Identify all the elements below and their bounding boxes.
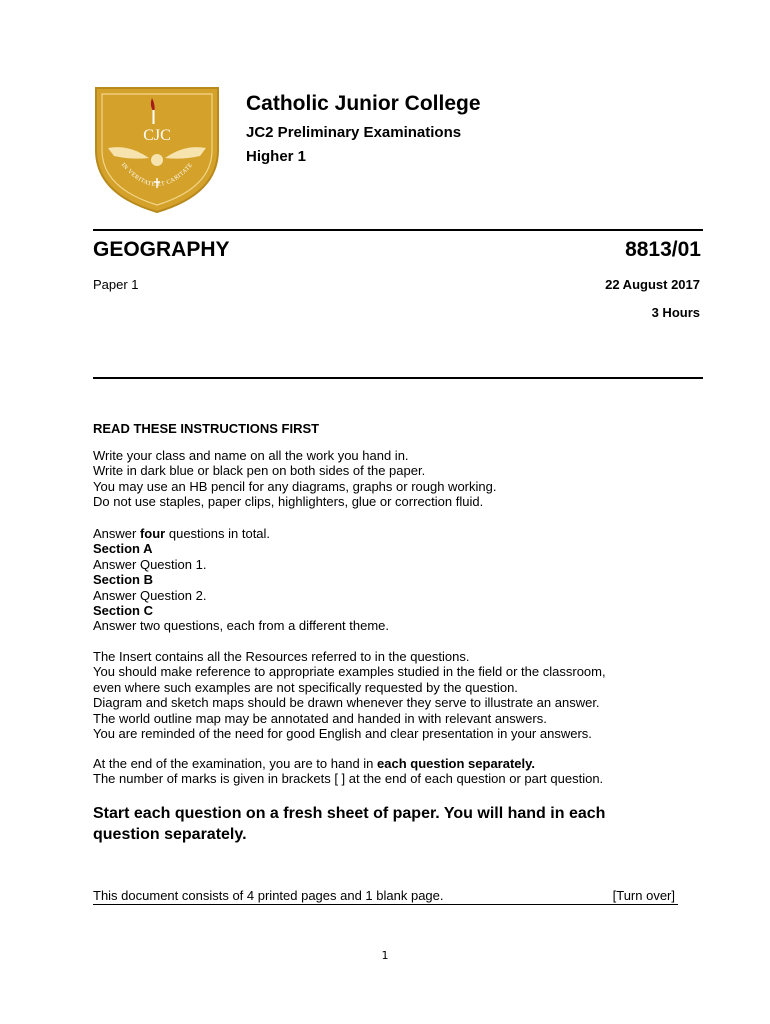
- section-b-text: Answer Question 2.: [93, 587, 207, 603]
- exam-date: 22 August 2017: [605, 277, 700, 292]
- resource-instructions: [93, 649, 713, 741]
- subject-title: GEOGRAPHY: [93, 238, 230, 261]
- exam-duration: 3 Hours: [651, 305, 700, 320]
- subject-code: 8813/01: [625, 238, 701, 261]
- answer-instructions: [93, 526, 713, 634]
- page-number: 1: [381, 949, 389, 962]
- top-divider: [93, 229, 703, 231]
- instruction-line: Write in dark blue or black pen on both sides of the paper.: [93, 463, 426, 479]
- instruction-line: You may use an HB pencil for any diagrams, graphs or rough working.: [93, 478, 497, 494]
- marks-line: The number of marks is given in brackets [ ] at the end of each question or part question.: [93, 771, 604, 787]
- instruction-line: You are reminded of the need for good English and clear presentation in your answers.: [93, 726, 592, 742]
- instruction-line: You should make reference to appropriate examples studied in the field or the classroom,: [93, 664, 606, 680]
- section-a-text: Answer Question 1.: [93, 556, 207, 572]
- section-c-label: Section C: [93, 603, 153, 619]
- instruction-line: The world outline map may be annotated and handed in with relevant answers.: [93, 710, 547, 726]
- instruction-line: Write your class and name on all the work you hand in.: [93, 448, 409, 463]
- instruction-line: Do not use staples, paper clips, highlighters, glue or correction fluid.: [93, 494, 484, 510]
- crest-text: CJC: [143, 127, 171, 144]
- instructions-heading: READ THESE INSTRUCTIONS FIRST: [93, 421, 320, 436]
- college-crest-logo: [94, 86, 220, 214]
- instruction-line: Diagram and sketch maps should be drawn whenever they serve to illustrate an answer.: [93, 695, 600, 711]
- section-a-label: Section A: [93, 541, 153, 557]
- end-instructions: [93, 756, 713, 787]
- instruction-line: even where such examples are not specifically requested by the question.: [93, 679, 518, 695]
- crest-motto: IN VERITATE ET CARITATE: [119, 162, 195, 189]
- exam-level: Higher 1: [246, 148, 307, 165]
- section-c-text: Answer two questions, each from a different theme.: [93, 618, 390, 634]
- college-name: Catholic Junior College: [246, 92, 481, 115]
- answer-count-line: Answer four questions in total.: [93, 526, 271, 541]
- page-count-text: This document consists of 4 printed pages and 1 blank page.: [93, 888, 444, 903]
- exam-name: JC2 Preliminary Examinations: [246, 124, 462, 141]
- paper-label: Paper 1: [93, 277, 139, 292]
- hand-in-line: At the end of the examination, you are to hand in each question separately.: [93, 756, 536, 771]
- middle-divider: [93, 377, 703, 379]
- start-notice: Start each question on a fresh sheet of paper. You will hand in each question separately.: [93, 805, 606, 843]
- general-instructions: [93, 448, 713, 510]
- turn-over-text: [Turn over]: [612, 888, 675, 903]
- instruction-line: The Insert contains all the Resources referred to in the questions.: [93, 649, 470, 664]
- footer-line: [93, 888, 678, 905]
- section-b-label: Section B: [93, 572, 153, 588]
